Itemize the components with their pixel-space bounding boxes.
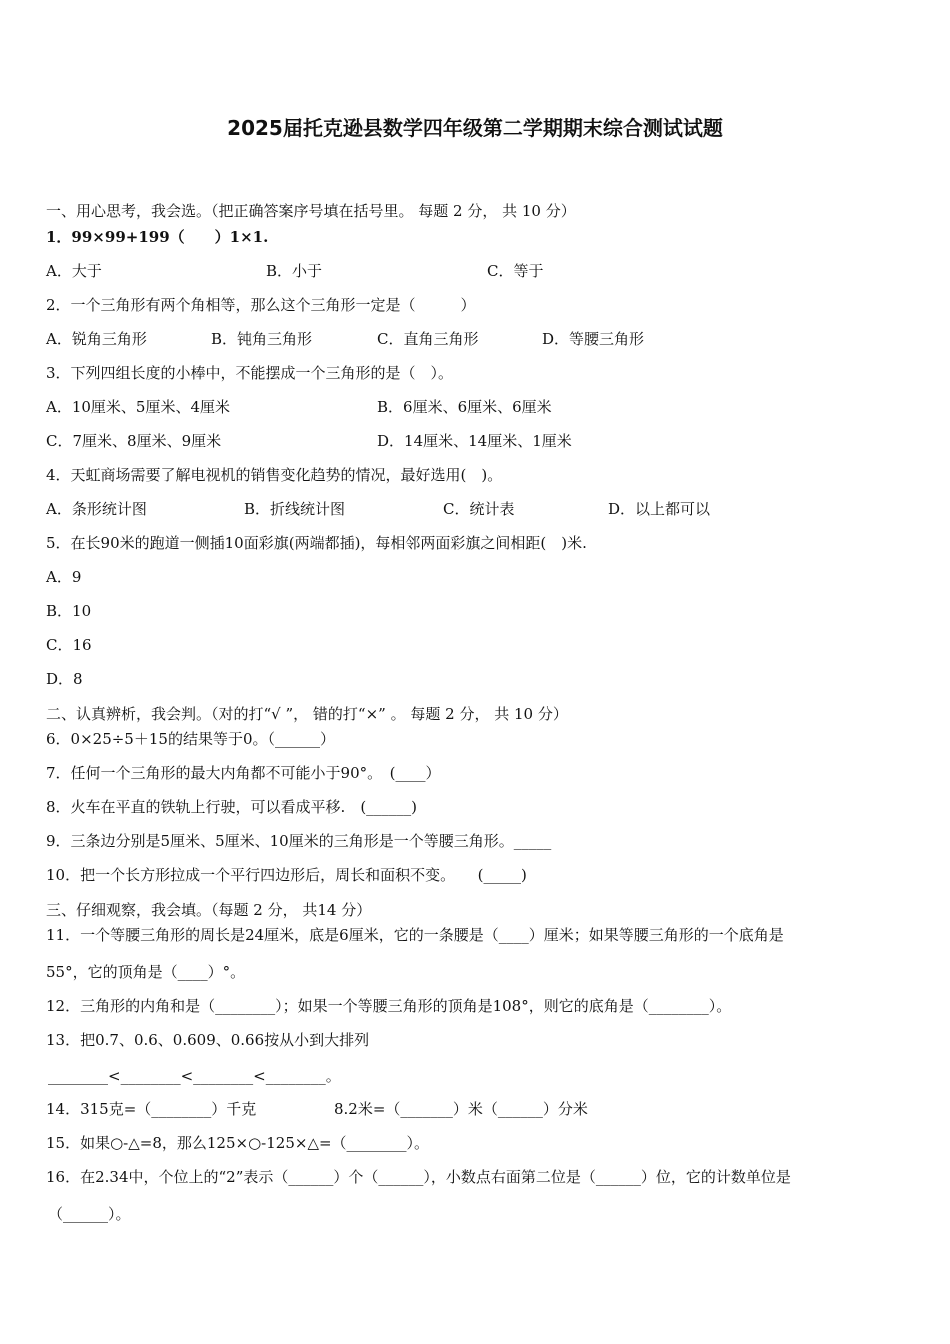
section-1-heading: 一、用心思考，我会选。（把正确答案序号填在括号里。 每题 2 分， 共 10 分）: [46, 202, 576, 220]
page-title: 2025届托克逊县数学四年级第二学期期末综合测试试题: [227, 116, 723, 140]
q5-option-d: D．8: [46, 670, 83, 688]
q1-stem: 1．99×99+199（ ）1×1.: [46, 228, 269, 246]
q2-stem: 2．一个三角形有两个角相等，那么这个三角形一定是（ ）: [46, 296, 476, 314]
q5-stem: 5．在长90米的跑道一侧插10面彩旗(两端都插)，每相邻两面彩旗之间相距( )米.: [46, 534, 587, 552]
q4-stem: 4．天虹商场需要了解电视机的销售变化趋势的情况，最好选用( )。: [46, 466, 503, 484]
q16-line-1: 16．在2.34中，个位上的“2”表示（______）个（______），小数点右面第二位是（______）位，它的计数单位是: [46, 1168, 791, 1186]
q3-option-a: A．10厘米、5厘米、4厘米: [46, 398, 231, 416]
q16-line-2: （______）。: [48, 1205, 131, 1223]
q1-option-a: A．大于: [46, 262, 102, 280]
q5-option-a: A．9: [46, 568, 82, 586]
q10-line: 10．把一个长方形拉成一个平行四边形后，周长和面积不变。 (_____): [46, 866, 527, 884]
q3-option-d: D．14厘米、14厘米、1厘米: [377, 432, 572, 450]
q5-option-c: C．16: [46, 636, 92, 654]
q13-line-2: ________<________<________<________。: [48, 1067, 341, 1085]
section-3-heading: 三、仔细观察，我会填。（每题 2 分， 共14 分）: [46, 901, 372, 919]
q1-option-c: C．等于: [487, 262, 544, 280]
q2-option-b: B．钝角三角形: [211, 330, 313, 348]
q5-option-b: B．10: [46, 602, 92, 620]
q2-option-a: A．锐角三角形: [46, 330, 147, 348]
section-2-heading: 二、认真辨析，我会判。（对的打“√ ”， 错的打“×” 。 每题 2 分， 共 10 分）: [46, 705, 568, 723]
q9-line: 9．三条边分别是5厘米、5厘米、10厘米的三角形是一个等腰三角形。_____: [46, 832, 552, 850]
q3-option-b: B．6厘米、6厘米、6厘米: [377, 398, 552, 416]
q3-option-c: C．7厘米、8厘米、9厘米: [46, 432, 222, 450]
q3-stem: 3．下列四组长度的小棒中，不能摆成一个三角形的是（ ）。: [46, 364, 454, 382]
q4-option-a: A．条形统计图: [46, 500, 147, 518]
q7-line: 7．任何一个三角形的最大内角都不可能小于90°。 (____）: [46, 764, 441, 782]
q8-line: 8．火车在平直的铁轨上行驶，可以看成平移. (______): [46, 798, 418, 816]
q2-option-c: C．直角三角形: [377, 330, 479, 348]
q4-option-d: D．以上都可以: [608, 500, 711, 518]
q4-option-b: B．折线统计图: [244, 500, 346, 518]
q4-option-c: C．统计表: [443, 500, 515, 518]
q15-line: 15．如果○-△=8，那么125×○-125×△=（________）。: [46, 1134, 430, 1152]
q6-line: 6．0×25÷5＋15的结果等于0。（______）: [46, 730, 335, 748]
q1-option-b: B．小于: [266, 262, 323, 280]
q13-line-1: 13．把0.7、0.6、0.609、0.66按从小到大排列: [46, 1031, 370, 1049]
q11-line-2: 55°，它的顶角是（____）°。: [46, 963, 246, 981]
q14-part-1: 14．315克=（________）千克: [46, 1100, 257, 1118]
q14-part-2: 8.2米=（_______）米（______）分米: [334, 1100, 588, 1118]
q2-option-d: D．等腰三角形: [542, 330, 645, 348]
q12-line: 12．三角形的内角和是（________）；如果一个等腰三角形的顶角是108°，则它的底角是（________）。: [46, 997, 732, 1015]
q11-line-1: 11．一个等腰三角形的周长是24厘米，底是6厘米，它的一条腰是（____）厘米；如果等腰三角形的一个底角是: [46, 926, 784, 944]
